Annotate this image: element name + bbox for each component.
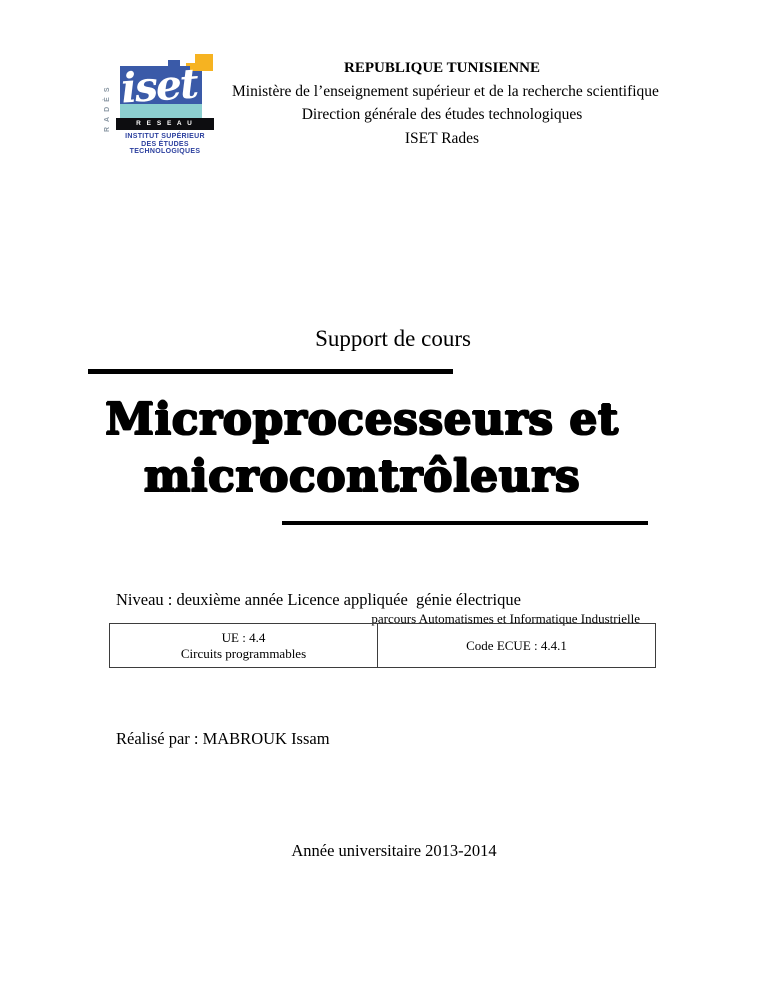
table-cell-ue: [110, 624, 378, 667]
ecue-code: Code ECUE : 4.4.1: [466, 637, 567, 653]
header-republic: REPUBLIQUE TUNISIENNE: [343, 60, 541, 76]
course-subtitle: Support de cours: [315, 326, 471, 351]
logo-institute-line-3: TECHNOLOGIQUES: [129, 148, 201, 155]
iset-logo-emblem: [116, 54, 214, 158]
table-cell-ecue: [378, 624, 655, 667]
academic-year-text: Année universitaire 2013-2014: [291, 841, 497, 860]
iset-logo: [104, 54, 220, 160]
ue-name: Circuits programmables: [180, 645, 307, 661]
logo-institute-name: [116, 133, 214, 156]
author-text: Réalisé par : MABROUK Issam: [116, 729, 330, 748]
ue-code: UE : 4.4: [221, 629, 266, 645]
header-ministry: Ministère de l’enseignement supérieur et de la recherche scientifique: [232, 82, 659, 100]
level-text: Niveau : deuxième année Licence appliquée génie électrique: [116, 590, 521, 609]
course-title-line-1: Microprocesseurs et: [105, 394, 619, 445]
course-title: [0, 391, 724, 505]
track-text: parcours Automatismes et Informatique Industrielle: [371, 611, 640, 626]
logo-institute-line-1: INSTITUT SUPÉRIEUR: [125, 133, 205, 140]
header-direction: Direction générale des études technologiques: [301, 106, 583, 123]
bottom-divider-rule: [282, 521, 648, 525]
header-institution: ISET Rades: [404, 129, 480, 147]
logo-region-vertical-label: RADÈS: [104, 82, 111, 132]
course-info-table: [109, 623, 656, 668]
logo-reseau-band: R E S E A U: [116, 118, 214, 130]
logo-institute-line-2: DES ÉTUDES: [141, 140, 189, 148]
logo-iset-script: iset: [119, 59, 199, 113]
official-header: [232, 60, 659, 154]
top-divider-rule: [88, 369, 453, 374]
course-title-line-2: microcontrôleurs: [143, 451, 581, 502]
